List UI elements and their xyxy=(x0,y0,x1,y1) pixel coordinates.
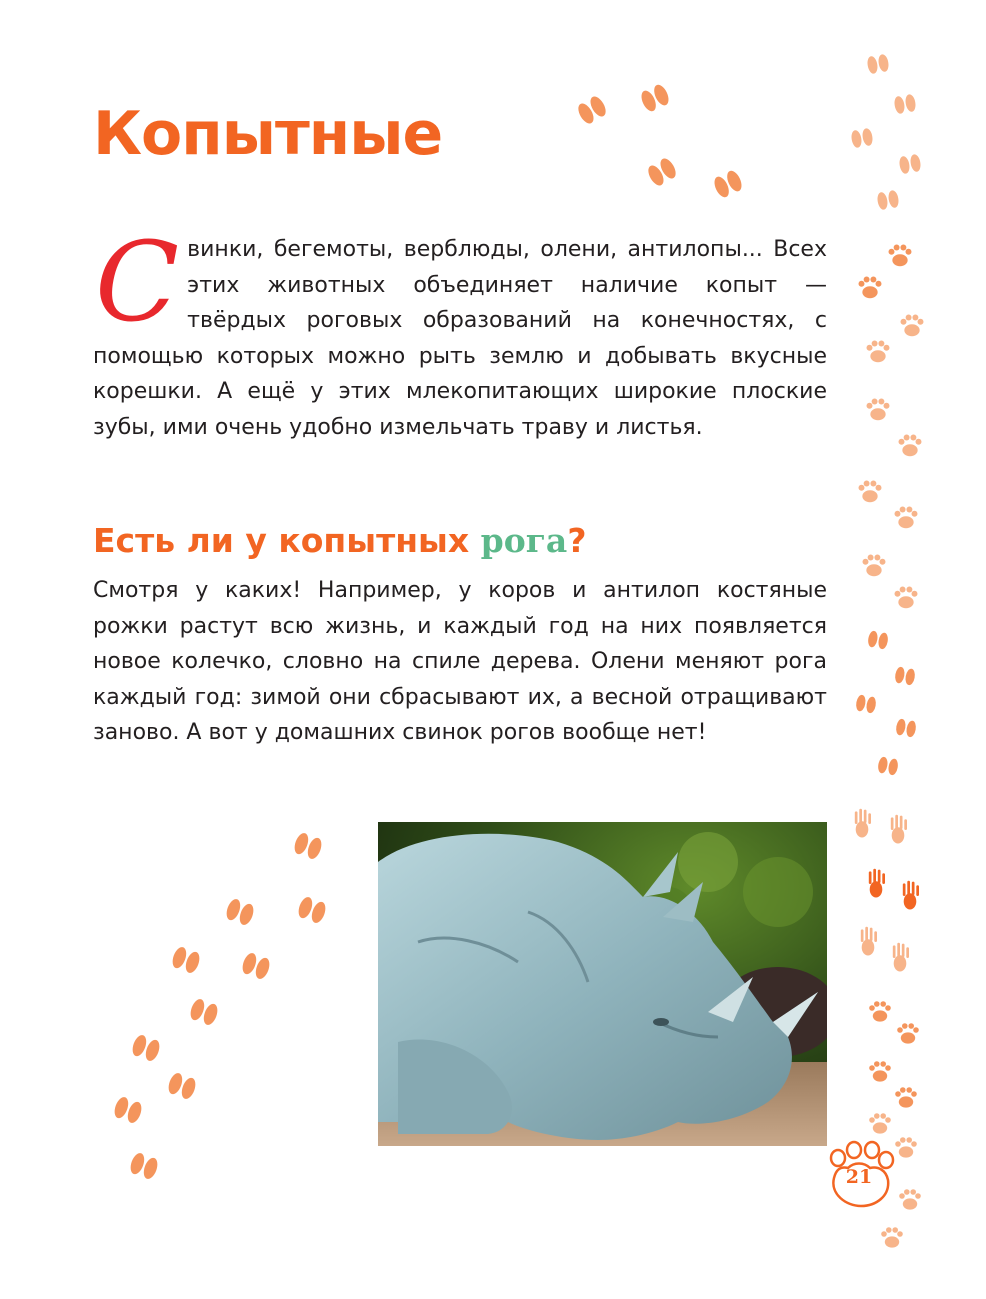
paw-print-icon xyxy=(859,245,912,299)
paw-print-icon xyxy=(859,315,924,609)
page-number: 21 xyxy=(845,1166,873,1188)
hand-print-icon xyxy=(861,927,909,972)
subtitle-text: Есть ли у копытных xyxy=(93,521,481,560)
body-paragraph: Смотря у каких! Например, у коров и антилоп костяные рожки растут всю жизнь, и каждый год на них появляется новое колечко, словно на спиле дерева. Олени меняют рога каждый год: зимой они сбрасывают их, а весной отращивают заново. А вот у домашних свинок рогов вообще нет! xyxy=(93,578,827,745)
intro-text: винки, бегемоты, верблюды, олени, антилопы... Всех этих животных объединяет наличие копыт — твёрдых роговых образований на конечностях, с помощью которых можно рыть землю и добывать вкусные корешки. А ещё у этих млекопитающих широкие плоские зубы, ими очень удобно измельчать траву и листья. xyxy=(93,237,827,440)
hoof-print-icon xyxy=(855,630,917,776)
page-title: Копытные xyxy=(93,99,443,169)
drop-cap: С xyxy=(95,218,180,346)
hoof-print-icon xyxy=(112,831,328,1181)
hand-print-icon xyxy=(855,809,907,844)
subtitle-end: ? xyxy=(567,521,587,560)
hoof-print-icon xyxy=(575,83,744,200)
subtitle-accent: рога xyxy=(480,521,568,560)
hand-print-icon xyxy=(869,869,919,910)
paw-print-icon xyxy=(869,1001,919,1107)
hoof-print-icon xyxy=(850,54,922,211)
